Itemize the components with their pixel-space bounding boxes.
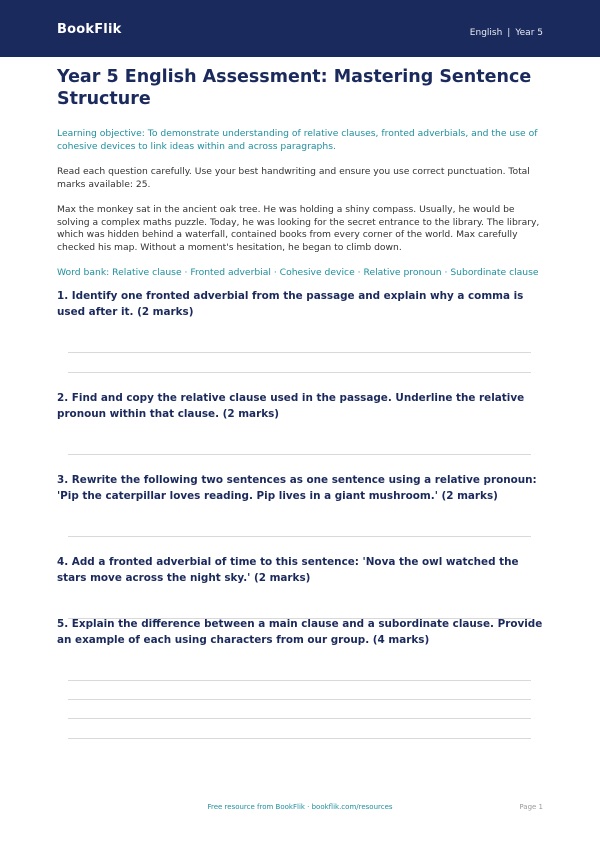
question-1 — [57, 289, 543, 320]
year-label: Year 5 — [515, 28, 543, 38]
question-text: 2. Find and copy the relative clause used in the passage. Underline the relative pronoun within that clause. (2 marks) — [57, 392, 525, 420]
learning-objective: Learning objective: To demonstrate understanding of relative clauses, fronted adverbials, and the use of cohesive devices to link ideas within and across paragraphs. — [57, 128, 538, 152]
question-text: 4. Add a fronted adverbial of time to this sentence: 'Nova the owl watched the stars move across the night sky.' (2 marks) — [57, 556, 519, 584]
question-text: 3. Rewrite the following two sentences as one sentence using a relative pronoun: 'Pip the caterpillar loves reading. Pip lives in a giant mushroom.' (2 marks) — [57, 474, 537, 502]
question-2 — [57, 391, 543, 422]
answer-line[interactable] — [68, 352, 531, 353]
brand-logo: BookFlik — [57, 22, 122, 37]
word-bank: Word bank: Relative clause · Fronted adverbial · Cohesive device · Relative pronoun · Subordinate clause — [57, 267, 539, 278]
reading-passage: Max the monkey sat in the ancient oak tree. He was holding a shiny compass. Usually, he would be solving a complex maths puzzle. Today, he was looking for the secret entrance to the library. The library, which was hidden behind a waterfall, contained books from every corner of the world. Max carefully checked his map. Without a moment's hesitation, he began to climb down. — [57, 204, 540, 253]
page-title: Year 5 English Assessment: Mastering Sentence Structure — [57, 67, 532, 109]
meta-separator: | — [507, 28, 511, 38]
intro-section — [57, 66, 543, 279]
header-bar — [0, 0, 600, 57]
question-4 — [57, 555, 543, 586]
question-5 — [57, 617, 543, 648]
answer-line[interactable] — [68, 536, 531, 537]
question-3 — [57, 473, 543, 504]
answer-line[interactable] — [68, 454, 531, 455]
page-number: Page 1 — [519, 803, 543, 811]
question-text: 5. Explain the difference between a main clause and a subordinate clause. Provide an example of each using characters from our group. (4 marks) — [57, 618, 543, 646]
subject-year-label — [470, 28, 543, 38]
subject-label: English — [469, 28, 503, 38]
answer-line[interactable] — [68, 372, 531, 373]
answer-line[interactable] — [68, 680, 531, 681]
instructions: Read each question carefully. Use your best handwriting and ensure you use correct punctuation. Total marks available: 25. — [57, 166, 530, 190]
footer-text[interactable]: Free resource from BookFlik · bookflik.com/resources — [207, 803, 393, 811]
answer-line[interactable] — [68, 738, 531, 739]
question-text: 1. Identify one fronted adverbial from the passage and explain why a comma is used after it. (2 marks) — [57, 290, 524, 318]
answer-line[interactable] — [68, 699, 531, 700]
answer-line[interactable] — [68, 718, 531, 719]
